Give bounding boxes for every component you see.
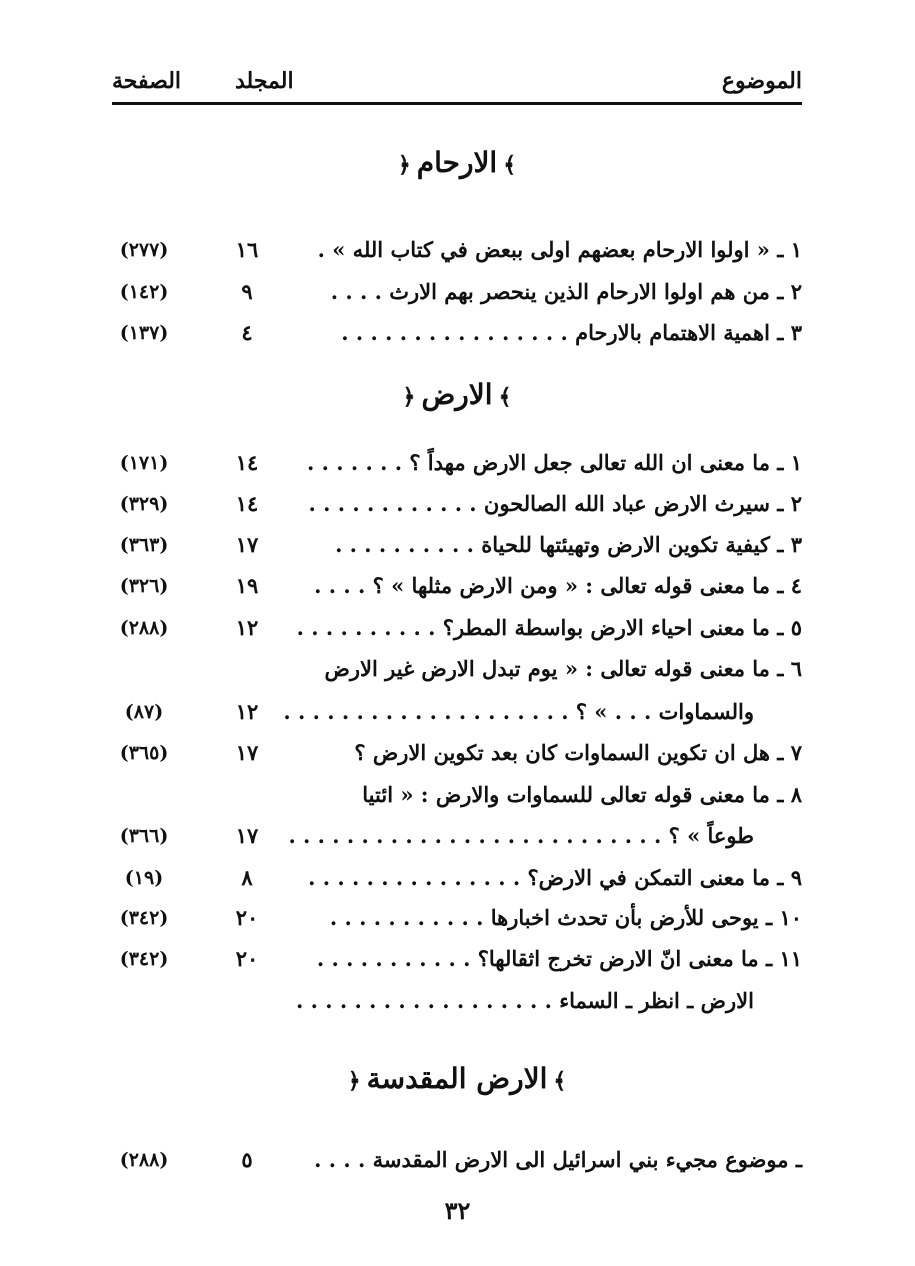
ornament-close: ﴿ — [347, 1068, 361, 1094]
index-row — [112, 981, 802, 1021]
entry-topic: ٣ ـ اهمية الاهتمام بالارحام . . . . . . . . . . . . . . . . — [341, 320, 802, 345]
entry-topic-continuation: والسماوات . . . » ؟ . . . . . . . . . . . . . . . . . . . . — [283, 699, 754, 724]
entry-topic: ١٠ ـ يوحى للأرض بأن تحدث اخبارها . . . . . . . . . . . — [329, 905, 802, 930]
index-row — [112, 525, 802, 565]
entry-topic-continuation: طوعاً » ؟ . . . . . . . . . . . . . . . . . . . . . . . . . . — [288, 823, 754, 848]
entry-page: (٣٦٣) — [119, 534, 169, 556]
section-title: الارحام — [416, 146, 498, 179]
entry-page: (١٣٧) — [119, 322, 169, 344]
index-row — [112, 733, 802, 773]
index-row — [112, 692, 802, 732]
entry-volume — [227, 775, 267, 815]
ornament-open: ﴾ — [498, 384, 512, 410]
entry-page: (١٤٢) — [119, 281, 169, 303]
index-row — [112, 775, 802, 815]
entry-page: (٣٤٢) — [119, 907, 169, 929]
index-row — [112, 484, 802, 524]
index-row — [112, 939, 802, 979]
entry-volume: ٢٠ — [235, 946, 259, 971]
index-row — [112, 566, 802, 606]
ornament-open: ﴾ — [503, 152, 517, 178]
entry-page: (٢٨٨) — [119, 1149, 169, 1171]
index-row — [112, 443, 802, 483]
entry-topic: ٢ ـ من هم اولوا الارحام الذين ينحصر بهم الارث . . . . — [330, 279, 802, 304]
entry-volume: ٩ — [241, 279, 253, 304]
index-row — [112, 313, 802, 353]
entry-topic: ١١ ـ ما معنى انّ الارض تخرج اثقالها؟ . . . . . . . . . . . — [316, 946, 802, 971]
index-row — [112, 272, 802, 312]
entry-topic: ٧ ـ هل ان تكوين السماوات كان بعد تكوين الارض ؟ — [354, 740, 802, 765]
entry-page: (٢٨٨) — [119, 617, 169, 639]
entry-volume — [227, 649, 267, 689]
index-row — [112, 608, 802, 648]
index-row — [112, 649, 802, 689]
entry-page: (٣٦٦) — [119, 825, 169, 847]
entry-volume: ٢٠ — [235, 905, 259, 930]
entry-volume — [227, 981, 267, 1021]
ornament-open: ﴾ — [553, 1068, 567, 1094]
page-column-header: الصفحة — [112, 68, 182, 94]
entry-page — [112, 775, 176, 815]
entry-topic: ٩ ـ ما معنى التمكن في الارض؟ . . . . . . . . . . . . . . . — [308, 865, 802, 890]
section-heading-arham — [112, 146, 802, 179]
entry-page: (٣٢٦) — [119, 575, 169, 597]
entry-page: (١٧١) — [119, 452, 169, 474]
entry-topic-cross-reference: الارض ـ انظر ـ السماء . . . . . . . . . . . . . . . . . . — [296, 988, 754, 1013]
entry-volume: ١٦ — [235, 237, 259, 262]
entry-topic: ١ ـ ما معنى ان الله تعالى جعل الارض مهداً ؟ . . . . . . . — [306, 450, 802, 475]
entry-page: (٣٦٥) — [119, 742, 169, 764]
entry-volume: ١٤ — [235, 491, 259, 516]
volume-column-header: المجلد — [235, 68, 294, 94]
entry-volume: ٤ — [241, 320, 253, 345]
index-row — [112, 898, 802, 938]
entry-topic: ١ ـ « اولوا الارحام بعضهم اولى ببعض في كتاب الله » . — [317, 237, 802, 262]
entry-topic: ٤ ـ ما معنى قوله تعالى : « ومن الارض مثلها » ؟ . . . . — [314, 573, 802, 598]
entry-page — [112, 649, 176, 689]
entry-page — [112, 981, 176, 1021]
section-heading-ard — [112, 378, 802, 411]
index-row — [112, 1140, 802, 1180]
table-header — [112, 62, 802, 105]
index-row — [112, 230, 802, 270]
index-row — [112, 816, 802, 856]
entry-topic: ٣ ـ كيفية تكوين الارض وتهيئتها للحياة . . . . . . . . . . — [335, 532, 802, 557]
entry-topic: ٦ ـ ما معنى قوله تعالى : « يوم تبدل الارض غير الارض — [324, 656, 802, 681]
entry-volume: ١٧ — [235, 740, 259, 765]
entry-volume: ٥ — [241, 1147, 253, 1172]
entry-volume: ٨ — [241, 865, 253, 890]
section-title: الارض المقدسة — [366, 1062, 548, 1095]
entry-topic: ٢ ـ سيرث الارض عباد الله الصالحون . . . . . . . . . . . . — [308, 491, 802, 516]
entry-topic: ٥ ـ ما معنى احياء الارض بواسطة المطر؟ . . . . . . . . . . — [296, 615, 802, 640]
index-row — [112, 858, 802, 898]
entry-page: (٨٧) — [124, 701, 164, 723]
entry-volume: ١٩ — [235, 573, 259, 598]
entry-page: (٢٧٧) — [119, 239, 169, 261]
entry-volume: ١٧ — [235, 823, 259, 848]
entry-topic: ـ موضوع مجيء بني اسرائيل الى الارض المقدسة . . . . — [314, 1147, 802, 1172]
entry-volume: ١٢ — [235, 699, 259, 724]
entry-page: (٣٤٢) — [119, 948, 169, 970]
entry-topic: ٨ ـ ما معنى قوله تعالى للسماوات والارض : « ائتيا — [362, 782, 802, 807]
entry-page: (٣٢٩) — [119, 493, 169, 515]
section-title: الارض — [421, 378, 493, 411]
topic-column-header: الموضوع — [721, 68, 802, 94]
entry-volume: ١٤ — [235, 450, 259, 475]
entry-volume: ١٧ — [235, 532, 259, 557]
entry-volume: ١٢ — [235, 615, 259, 640]
ornament-close: ﴿ — [397, 152, 411, 178]
section-heading-holy-land — [112, 1062, 802, 1095]
page-number: ٣٢ — [444, 1196, 471, 1225]
entry-page: (١٩) — [124, 867, 164, 889]
ornament-close: ﴿ — [402, 384, 416, 410]
